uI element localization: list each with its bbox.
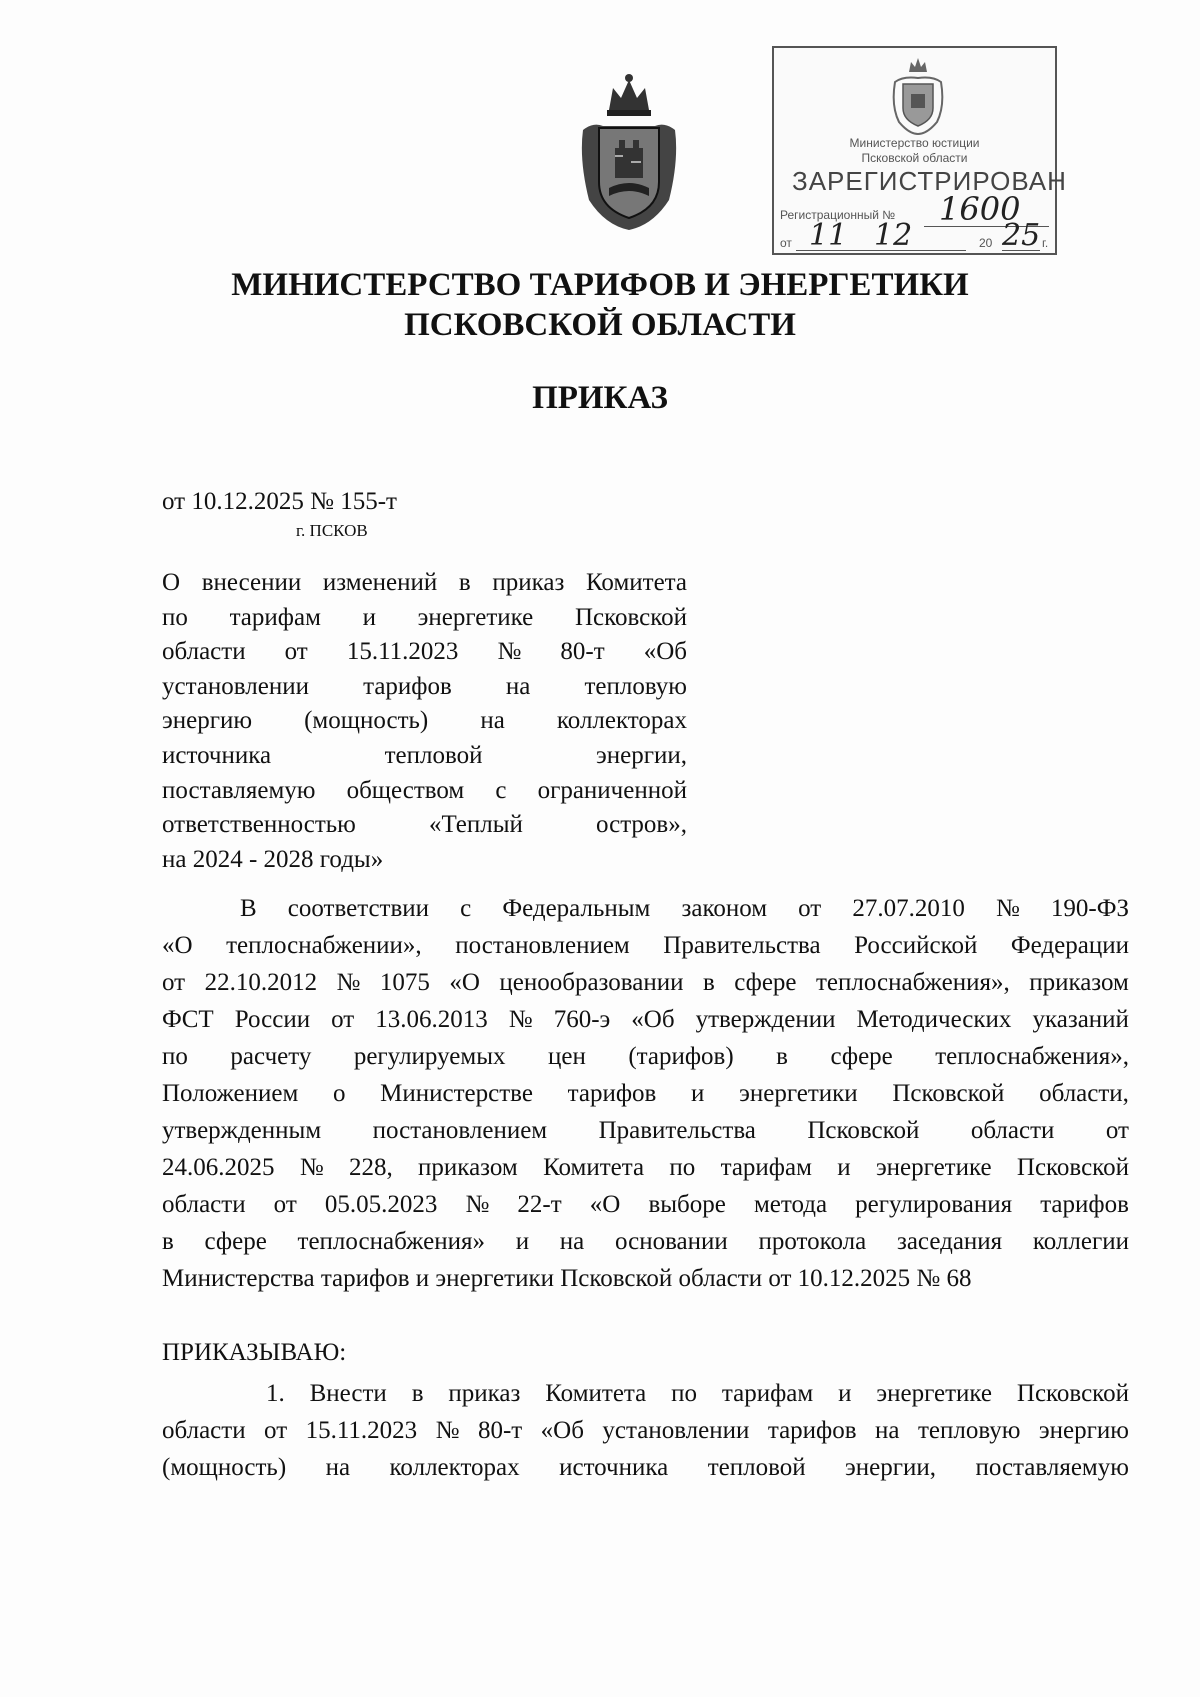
- word: Министерстве: [380, 1080, 533, 1107]
- word: коллегии: [1032, 1228, 1129, 1255]
- word: Федерации: [1010, 932, 1129, 959]
- word: источника: [559, 1454, 669, 1481]
- word: ценообразовании: [499, 969, 684, 996]
- preamble-line: [162, 1038, 1129, 1075]
- stamp-org-line1: Министерство юстиции: [849, 136, 980, 150]
- stamp-year-prefix: 20: [979, 236, 993, 250]
- order-word: ПРИКАЗЫВАЮ:: [162, 1339, 347, 1366]
- word: №: [508, 1006, 533, 1033]
- word: тарифам: [229, 603, 321, 631]
- stamp-date-month: 12: [874, 218, 913, 253]
- word: на: [505, 672, 531, 700]
- word: приказом: [1029, 969, 1129, 996]
- word: №: [465, 1191, 490, 1218]
- word: энергии,: [845, 1454, 936, 1481]
- word: метода: [753, 1191, 828, 1218]
- word: и: [838, 1380, 852, 1407]
- stamp-date-day: 11: [809, 218, 848, 253]
- word: коллекторах: [389, 1454, 520, 1481]
- word: по: [162, 603, 188, 631]
- item-line: [162, 1449, 1129, 1486]
- word: теплоснабжении»,: [226, 932, 422, 959]
- word: источника: [162, 741, 272, 769]
- order-city: г. ПСКОВ: [296, 521, 368, 540]
- word: «О: [589, 1191, 621, 1218]
- word: по: [162, 1043, 188, 1070]
- word: Комитета: [585, 569, 687, 596]
- word: В: [240, 895, 257, 922]
- registration-stamp: [772, 46, 1067, 255]
- preamble-line: [162, 890, 1129, 927]
- word: №: [336, 969, 361, 996]
- word: постановлением: [372, 1117, 548, 1144]
- word: приказ: [448, 1380, 521, 1407]
- word: и: [362, 603, 376, 631]
- stamp-date-label: от: [780, 236, 792, 250]
- word: от: [273, 1191, 297, 1218]
- word: тарифов: [767, 1417, 857, 1444]
- word: в: [776, 1043, 788, 1070]
- preamble-line: [162, 964, 1129, 1001]
- preamble-line: [162, 1149, 1129, 1186]
- word: 05.05.2023: [324, 1191, 438, 1218]
- word: 27.07.2010: [852, 895, 965, 922]
- word: Псковской: [892, 1080, 1005, 1107]
- stamp-year-unit: г.: [1042, 236, 1049, 250]
- word: цен: [547, 1043, 586, 1070]
- preamble-line: [162, 1186, 1129, 1223]
- stamp-year-suffix: 25: [1002, 218, 1041, 253]
- word: «О: [449, 969, 480, 996]
- coat-of-arms-emblem: [575, 70, 683, 235]
- word: и: [515, 1228, 530, 1255]
- word: сфере: [830, 1043, 893, 1070]
- word: Методических: [856, 1006, 1012, 1033]
- order-date-number: от 10.12.2025 № 155-т: [162, 488, 397, 515]
- word: тепловую: [917, 1417, 1021, 1444]
- word: 13.06.2013: [375, 1006, 488, 1033]
- word: (мощность): [304, 707, 429, 735]
- word: коллекторах: [556, 707, 687, 735]
- word: постановлением: [455, 932, 630, 959]
- word: с: [460, 895, 472, 922]
- word: Комитета: [545, 1380, 647, 1407]
- word: в: [411, 1380, 424, 1407]
- word: соответствии: [287, 895, 430, 922]
- word: энергетике: [875, 1154, 992, 1181]
- word: о: [332, 1080, 346, 1107]
- word: утверждении: [695, 1006, 836, 1033]
- ministry-name-line2: ПСКОВСКОЙ ОБЛАСТИ: [404, 307, 796, 343]
- word: 190-ФЗ: [1050, 895, 1129, 922]
- word: на: [559, 1228, 585, 1255]
- word: ответственностью: [162, 811, 356, 839]
- word: сфере: [204, 1228, 267, 1255]
- stamp-reg-label: Регистрационный №: [780, 208, 896, 222]
- word: в: [162, 1228, 174, 1255]
- word: указаний: [1032, 1006, 1129, 1033]
- word: Комитета: [543, 1154, 645, 1181]
- preamble-line: Министерства тарифов и энергетики Псковской области от 10.12.2025 № 68: [162, 1265, 972, 1292]
- word: энергию: [162, 707, 253, 735]
- word: теплоснабжения»,: [935, 1043, 1129, 1070]
- word: заседания: [896, 1228, 1003, 1255]
- word: «Об: [631, 1006, 675, 1033]
- word: 24.06.2025: [162, 1154, 275, 1181]
- item-line: [162, 1412, 1129, 1449]
- word: от: [798, 895, 822, 922]
- ministry-name-line1: МИНИСТЕРСТВО ТАРИФОВ И ЭНЕРГЕТИКИ: [231, 267, 969, 303]
- order-subject: [162, 566, 687, 877]
- subject-line: [162, 566, 687, 601]
- word: ограниченной: [537, 776, 687, 804]
- word: энергии,: [596, 741, 687, 769]
- word: основании: [614, 1228, 728, 1255]
- word: «Теплый: [428, 811, 523, 839]
- item-line: [162, 1375, 1129, 1412]
- word: тарифам: [720, 1154, 812, 1181]
- word: ФСТ: [162, 1006, 214, 1033]
- word: О: [162, 569, 181, 596]
- stamp-org-line2: Псковской области: [861, 151, 968, 165]
- word: поставляемую: [162, 776, 316, 804]
- word: 228,: [348, 1154, 393, 1181]
- word: 15.11.2023: [346, 638, 459, 666]
- word: установлении: [162, 672, 309, 700]
- word: обществом: [346, 776, 465, 804]
- word: области: [162, 1191, 246, 1218]
- word: на: [480, 707, 505, 735]
- word: 80-т: [560, 638, 605, 666]
- word: изменений: [322, 569, 438, 596]
- word: на: [875, 1417, 900, 1444]
- word: энергию: [1038, 1417, 1129, 1444]
- word: 22-т: [517, 1191, 562, 1218]
- word: (мощность): [162, 1454, 287, 1481]
- subject-line: [162, 808, 687, 843]
- word: и: [837, 1154, 851, 1181]
- word: протокола: [758, 1228, 867, 1255]
- word: от: [162, 969, 186, 996]
- preamble-line: [162, 1223, 1129, 1260]
- word: от: [331, 1006, 355, 1033]
- word: тарифов: [1040, 1191, 1129, 1218]
- word: выборе: [648, 1191, 726, 1218]
- word: Псковской: [1016, 1380, 1129, 1407]
- word: тарифам: [721, 1380, 814, 1407]
- subject-line: [162, 601, 687, 636]
- word: Правительства: [663, 932, 821, 959]
- word: Псковской: [807, 1117, 920, 1144]
- word: энергетике: [417, 603, 534, 631]
- word: регулирования: [855, 1191, 1013, 1218]
- word: 22.10.2012: [204, 969, 318, 996]
- word: энергетике: [876, 1380, 993, 1407]
- word: утвержденным: [162, 1117, 322, 1144]
- word: от: [264, 1417, 288, 1444]
- preamble-paragraph: [162, 890, 1129, 1297]
- word: остров»,: [595, 811, 687, 839]
- subject-line: [162, 635, 687, 670]
- word: по: [669, 1154, 696, 1181]
- word: от: [1105, 1117, 1129, 1144]
- word: Российской: [854, 932, 978, 959]
- word: №: [299, 1154, 324, 1181]
- word: приказом: [418, 1154, 518, 1181]
- stamp-reg-number: 1600: [939, 190, 1021, 228]
- word: энергетики: [739, 1080, 858, 1107]
- subject-line: [162, 739, 687, 774]
- stamp-emblem-icon: [887, 56, 949, 136]
- word: области,: [1039, 1080, 1129, 1107]
- subject-line: [162, 704, 687, 739]
- word: 80-т: [477, 1417, 523, 1444]
- word: области: [162, 638, 246, 666]
- subject-line: на 2024 - 2028 годы»: [162, 845, 384, 873]
- word: расчету: [230, 1043, 312, 1070]
- subject-line: [162, 670, 687, 705]
- word: тарифов: [567, 1080, 657, 1107]
- word: законом: [681, 895, 768, 922]
- preamble-line: [162, 1001, 1129, 1038]
- word: №: [435, 1417, 460, 1444]
- word: установлении: [602, 1417, 750, 1444]
- word: области: [162, 1417, 246, 1444]
- word: на: [325, 1454, 351, 1481]
- word: тарифов: [363, 672, 452, 700]
- word: тепловой: [384, 741, 483, 769]
- word: (тарифов): [628, 1043, 734, 1070]
- word: Внести: [309, 1380, 387, 1407]
- word: 15.11.2023: [305, 1417, 418, 1444]
- word: 760-э: [553, 1006, 611, 1033]
- word: сфере: [734, 969, 797, 996]
- word: области: [970, 1117, 1055, 1144]
- preamble-line: [162, 1075, 1129, 1112]
- word: Правительства: [598, 1117, 756, 1144]
- word: Псковской: [1016, 1154, 1129, 1181]
- word: с: [495, 776, 507, 804]
- word: поставляемую: [975, 1454, 1129, 1481]
- word: и: [691, 1080, 705, 1107]
- word: Положением: [162, 1080, 299, 1107]
- word: №: [995, 895, 1020, 922]
- word: «О: [162, 932, 193, 959]
- word: в: [458, 569, 471, 596]
- word: «Об: [643, 638, 687, 666]
- word: тепловую: [584, 672, 687, 700]
- word: от: [284, 638, 308, 666]
- word: приказ: [492, 569, 565, 596]
- word: регулируемых: [353, 1043, 506, 1070]
- word: 1.: [266, 1380, 285, 1407]
- document-type-title: ПРИКАЗ: [532, 380, 668, 416]
- subject-line: [162, 774, 687, 809]
- word: теплоснабжения»,: [816, 969, 1010, 996]
- word: по: [671, 1380, 698, 1407]
- word: Псковской: [574, 603, 687, 631]
- word: №: [497, 638, 522, 666]
- item-1-paragraph: [162, 1375, 1129, 1486]
- word: внесении: [201, 569, 302, 596]
- stamp-status: ЗАРЕГИСТРИРОВАН: [792, 166, 1067, 196]
- word: тепловой: [707, 1454, 806, 1481]
- word: России: [234, 1006, 311, 1033]
- preamble-line: [162, 1112, 1129, 1149]
- word: в: [702, 969, 715, 996]
- word: Федеральным: [502, 895, 651, 922]
- word: «Об: [540, 1417, 584, 1444]
- word: теплоснабжения»: [297, 1228, 485, 1255]
- word: 1075: [379, 969, 430, 996]
- preamble-line: [162, 927, 1129, 964]
